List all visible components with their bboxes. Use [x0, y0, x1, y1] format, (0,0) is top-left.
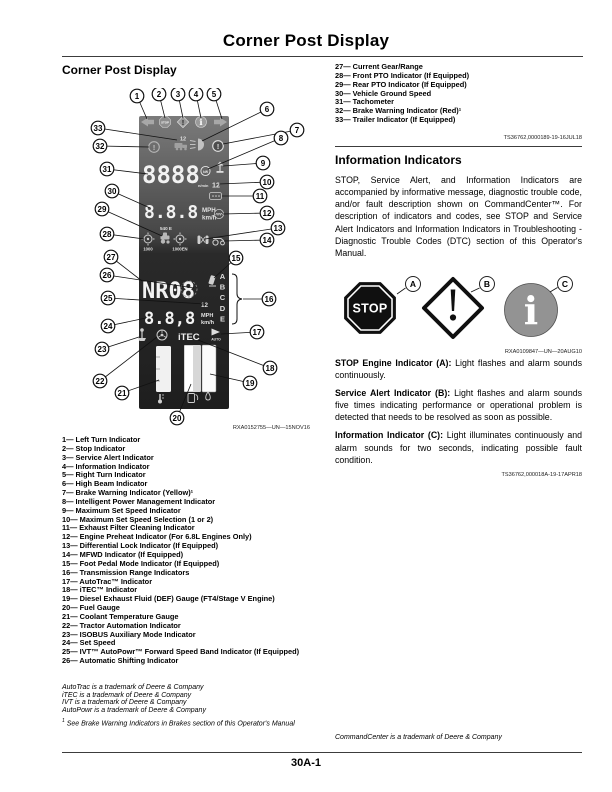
callout-number: 32 — [95, 141, 105, 151]
range-letter: D — [219, 303, 226, 313]
stop-indicator-icon — [160, 117, 171, 128]
max-set-speed-selection: 12 — [212, 180, 220, 190]
legend-item: 6— High Beam Indicator — [62, 479, 148, 489]
callout-number: 1 — [134, 91, 140, 101]
indicator-icons-figure — [335, 270, 582, 348]
svg-text:A: A — [409, 279, 417, 289]
legend-item: 30— Vehicle Ground Speed — [335, 88, 432, 98]
svg-text:i: i — [199, 118, 203, 129]
stop-engine-indicator-icon — [344, 282, 396, 334]
gear-range-digits: NR08 — [142, 279, 195, 304]
callout-number: 21 — [117, 388, 127, 398]
callout-number: 24 — [103, 321, 113, 331]
info-paragraph: Information Indicator (C): Light illuminates continuously and alarm sounds for two seconds, indicating possible fault condition. — [335, 430, 582, 465]
legend-item: 18— iTEC™ Indicator — [62, 585, 138, 595]
trademark-note: IVT is a trademark of Deere & Company — [62, 699, 187, 707]
callout-number: 28 — [102, 229, 112, 239]
svg-text:STOP: STOP — [352, 301, 388, 316]
legend-item: 8— Intelligent Power Management Indicator — [62, 496, 216, 506]
callout-number: 13 — [273, 223, 283, 233]
callout-number: 23 — [97, 344, 107, 354]
pto-1000-label: 1000 — [143, 246, 153, 252]
legend-item: 16— Transmission Range Indicators — [62, 567, 190, 577]
section-divider — [335, 146, 582, 147]
fuel-gauge — [184, 345, 201, 392]
legend-item: 2— Stop Indicator — [62, 443, 126, 453]
callout-number: 31 — [102, 164, 112, 174]
legend-item: 23— ISOBUS Auxiliary Mode Indicator — [62, 629, 196, 639]
svg-text:STOP: STOP — [161, 120, 169, 125]
svg-text:!: ! — [152, 145, 156, 152]
svg-text:AUTO: AUTO — [211, 337, 221, 342]
figure-caption: RXA0152755—UN—15NOV16 — [232, 425, 310, 431]
legend-item: 19— Diesel Exhaust Fluid (DEF) Gauge (FT4/Stage V Engine) — [62, 594, 275, 604]
info-paragraph: Service Alert Indicator (B): Light flashes and alarm sounds five times indicating performance or operational problem is detected that needs to be resolved as soon as possible. — [335, 388, 582, 423]
trademark-notes — [62, 684, 314, 715]
callout-number: 17 — [252, 327, 262, 337]
callout-number: 9 — [260, 158, 266, 168]
svg-text:C: C — [561, 279, 569, 289]
legend-item: 29— Rear PTO Indicator (If Equipped) — [335, 79, 467, 89]
trademark-note: AutoPowr is a trademark of Deere & Company — [62, 707, 206, 715]
svg-text:kW: kW — [202, 169, 209, 174]
def-gauge — [202, 345, 216, 392]
trademark-note: CommandCenter is a trademark of Deere & Company — [335, 734, 502, 741]
legend-item: 15— Foot Pedal Mode Indicator (If Equipped) — [62, 558, 220, 568]
trademark-note: iTEC is a trademark of Deere & Company — [62, 691, 192, 699]
info-intro-paragraph: STOP, Service Alert, and Information Indicators are accompanied by informative message, diagnostic trouble code, and/or fault description shown on CommandCenter™. For description of indicators and codes, see STOP and Service Alert Indicators and Information Indicators in Troubleshooting - Diagnostic Trouble Codes (DTC) section of this Operator's Manual. — [335, 175, 582, 258]
paragraph-lead: Service Alert Indicator (B): — [335, 388, 451, 399]
callout-number: 6 — [264, 104, 270, 114]
kmh-label: km/h — [202, 214, 217, 222]
page-number: 30A-1 — [291, 757, 321, 769]
legend-item: 3— Service Alert Indicator — [62, 452, 154, 462]
callout-number: 7 — [294, 125, 300, 135]
legend-item: 9— Maximum Set Speed Indicator — [62, 505, 181, 515]
label-c-badge — [558, 277, 573, 292]
label-b-badge — [480, 277, 495, 292]
callout-number: 26 — [102, 270, 112, 280]
label-a-badge — [406, 277, 421, 292]
ground-speed-digits: 8.8.8 — [144, 202, 199, 223]
range-letter: E — [219, 314, 226, 324]
figure-caption: RXA0109847—UN—20AUG10 — [504, 349, 582, 355]
mph-label: MPH — [202, 207, 216, 214]
page-title: Corner Post Display — [222, 31, 390, 50]
callout-number: 19 — [245, 378, 255, 388]
footnote — [62, 718, 322, 728]
callout-number: 20 — [172, 413, 182, 423]
section-heading-info: Information Indicators — [335, 153, 462, 167]
legend-item: 17— AutoTrac™ Indicator — [62, 576, 153, 586]
legend-item: 5— Right Turn Indicator — [62, 470, 146, 480]
callout-number: 4 — [193, 89, 199, 99]
legend-item: 25— IVT™ AutoPowr™ Forward Speed Band Indicator (If Equipped) — [62, 647, 300, 657]
callout-number: 5 — [211, 89, 217, 99]
coolant-temperature-gauge — [156, 346, 171, 392]
svg-text:12: 12 — [179, 136, 187, 143]
legend-item: 26— Automatic Shifting Indicator — [62, 656, 179, 666]
doc-code: TS36762,000018A-19-17APR18 — [501, 472, 582, 478]
info-paragraph: STOP Engine Indicator (A): Light flashes and alarm sounds continuously. — [335, 358, 582, 381]
trademark-note: AutoTrac is a trademark of Deere & Company — [62, 684, 204, 691]
callout-number: 12 — [262, 208, 272, 218]
footnote-marker: 1 — [62, 718, 65, 724]
set-speed-digits: 8.8,8 — [144, 309, 196, 329]
legend-item: 10— Maximum Set Speed Selection (1 or 2) — [62, 514, 214, 524]
range-letter: A — [219, 272, 226, 281]
legend-item: 33— Trailer Indicator (If Equipped) — [335, 115, 456, 125]
legend-item: 31— Tachometer — [335, 97, 395, 107]
paragraph-lead: Information Indicator (C): — [335, 430, 444, 441]
legend-item: 32— Brake Warning Indicator (Red)¹ — [335, 106, 462, 116]
information-indicator-icon — [505, 284, 558, 337]
legend-list-right — [335, 63, 583, 125]
range-letter: C — [219, 293, 226, 303]
callout-number: 2 — [156, 89, 162, 99]
section-heading-left: Corner Post Display — [62, 63, 177, 77]
itec-indicator: iTEC — [178, 332, 200, 343]
range-letter: B — [219, 282, 226, 292]
callout-number: 11 — [255, 191, 265, 201]
service-alert-indicator-icon — [424, 279, 482, 337]
callout-number: 29 — [97, 204, 107, 214]
legend-item: 14— MFWD Indicator (If Equipped) — [62, 549, 184, 559]
legend-item: 1— Left Turn Indicator — [62, 435, 141, 444]
legend-list-left — [62, 436, 314, 666]
brake-warning-yellow-icon — [213, 141, 224, 152]
legend-item: 27— Current Gear/Range — [335, 62, 423, 71]
paragraph-lead: STOP Engine Indicator (A): — [335, 358, 452, 368]
svg-text:!: ! — [181, 117, 185, 127]
transmission-range-letters — [220, 272, 226, 323]
legend-item: 24— Set Speed — [62, 638, 116, 648]
callout-number: 30 — [107, 186, 117, 196]
callout-number: 3 — [175, 89, 181, 99]
svg-text:i: i — [523, 288, 539, 333]
svg-text:B: B — [483, 279, 491, 289]
corner-post-display-figure — [62, 88, 310, 428]
legend-item: 4— Information Indicator — [62, 461, 150, 471]
legend-item: 11— Exhaust Filter Cleaning Indicator — [62, 523, 195, 533]
callout-number: 27 — [106, 252, 116, 262]
callout-number: 18 — [265, 363, 275, 373]
info-paragraphs — [335, 357, 582, 472]
tachometer-digits: 8888 — [142, 161, 200, 189]
legend-item: 12— Engine Preheat Indicator (For 6.8L Engines Only) — [62, 532, 252, 542]
legend-item: 20— Fuel Gauge — [62, 603, 120, 613]
range-brace — [232, 274, 242, 324]
legend-item: 28— Front PTO Indicator (If Equipped) — [335, 70, 470, 80]
callout-number: 22 — [95, 376, 105, 386]
set-kmh-label: km/h — [201, 320, 215, 326]
callout-number: 8 — [278, 133, 284, 143]
footnote-text: See Brake Warning Indicators in Brakes section of this Operator's Manual — [66, 720, 295, 728]
svg-text:!: ! — [216, 144, 220, 151]
legend-item: 13— Differential Lock Indicator (If Equipped) — [62, 541, 219, 551]
footer-rule — [62, 752, 582, 753]
callout-number: 10 — [262, 177, 272, 187]
legend-item: 22— Tractor Automation Indicator — [62, 620, 181, 630]
legend-item: 7— Brake Warning Indicator (Yellow)¹ — [62, 488, 194, 498]
pto-1000en-label: 1000EN — [172, 246, 188, 252]
callout-number: 14 — [262, 235, 272, 245]
doc-code: TS36762,0000189-19-16JUL18 — [503, 135, 582, 141]
legend-item: 21— Coolant Temperature Gauge — [62, 611, 179, 621]
band-scale-label: 12 — [201, 302, 208, 309]
callout-number: 15 — [231, 253, 241, 263]
callout-number: 16 — [264, 294, 274, 304]
pto-540e-label: 540 E — [159, 226, 173, 231]
callout-number: 25 — [103, 293, 113, 303]
header-rule — [62, 56, 583, 57]
tach-unit-label: n/min — [198, 183, 209, 188]
set-mph-label: MPH — [201, 313, 214, 319]
callout-number: 33 — [93, 123, 103, 133]
